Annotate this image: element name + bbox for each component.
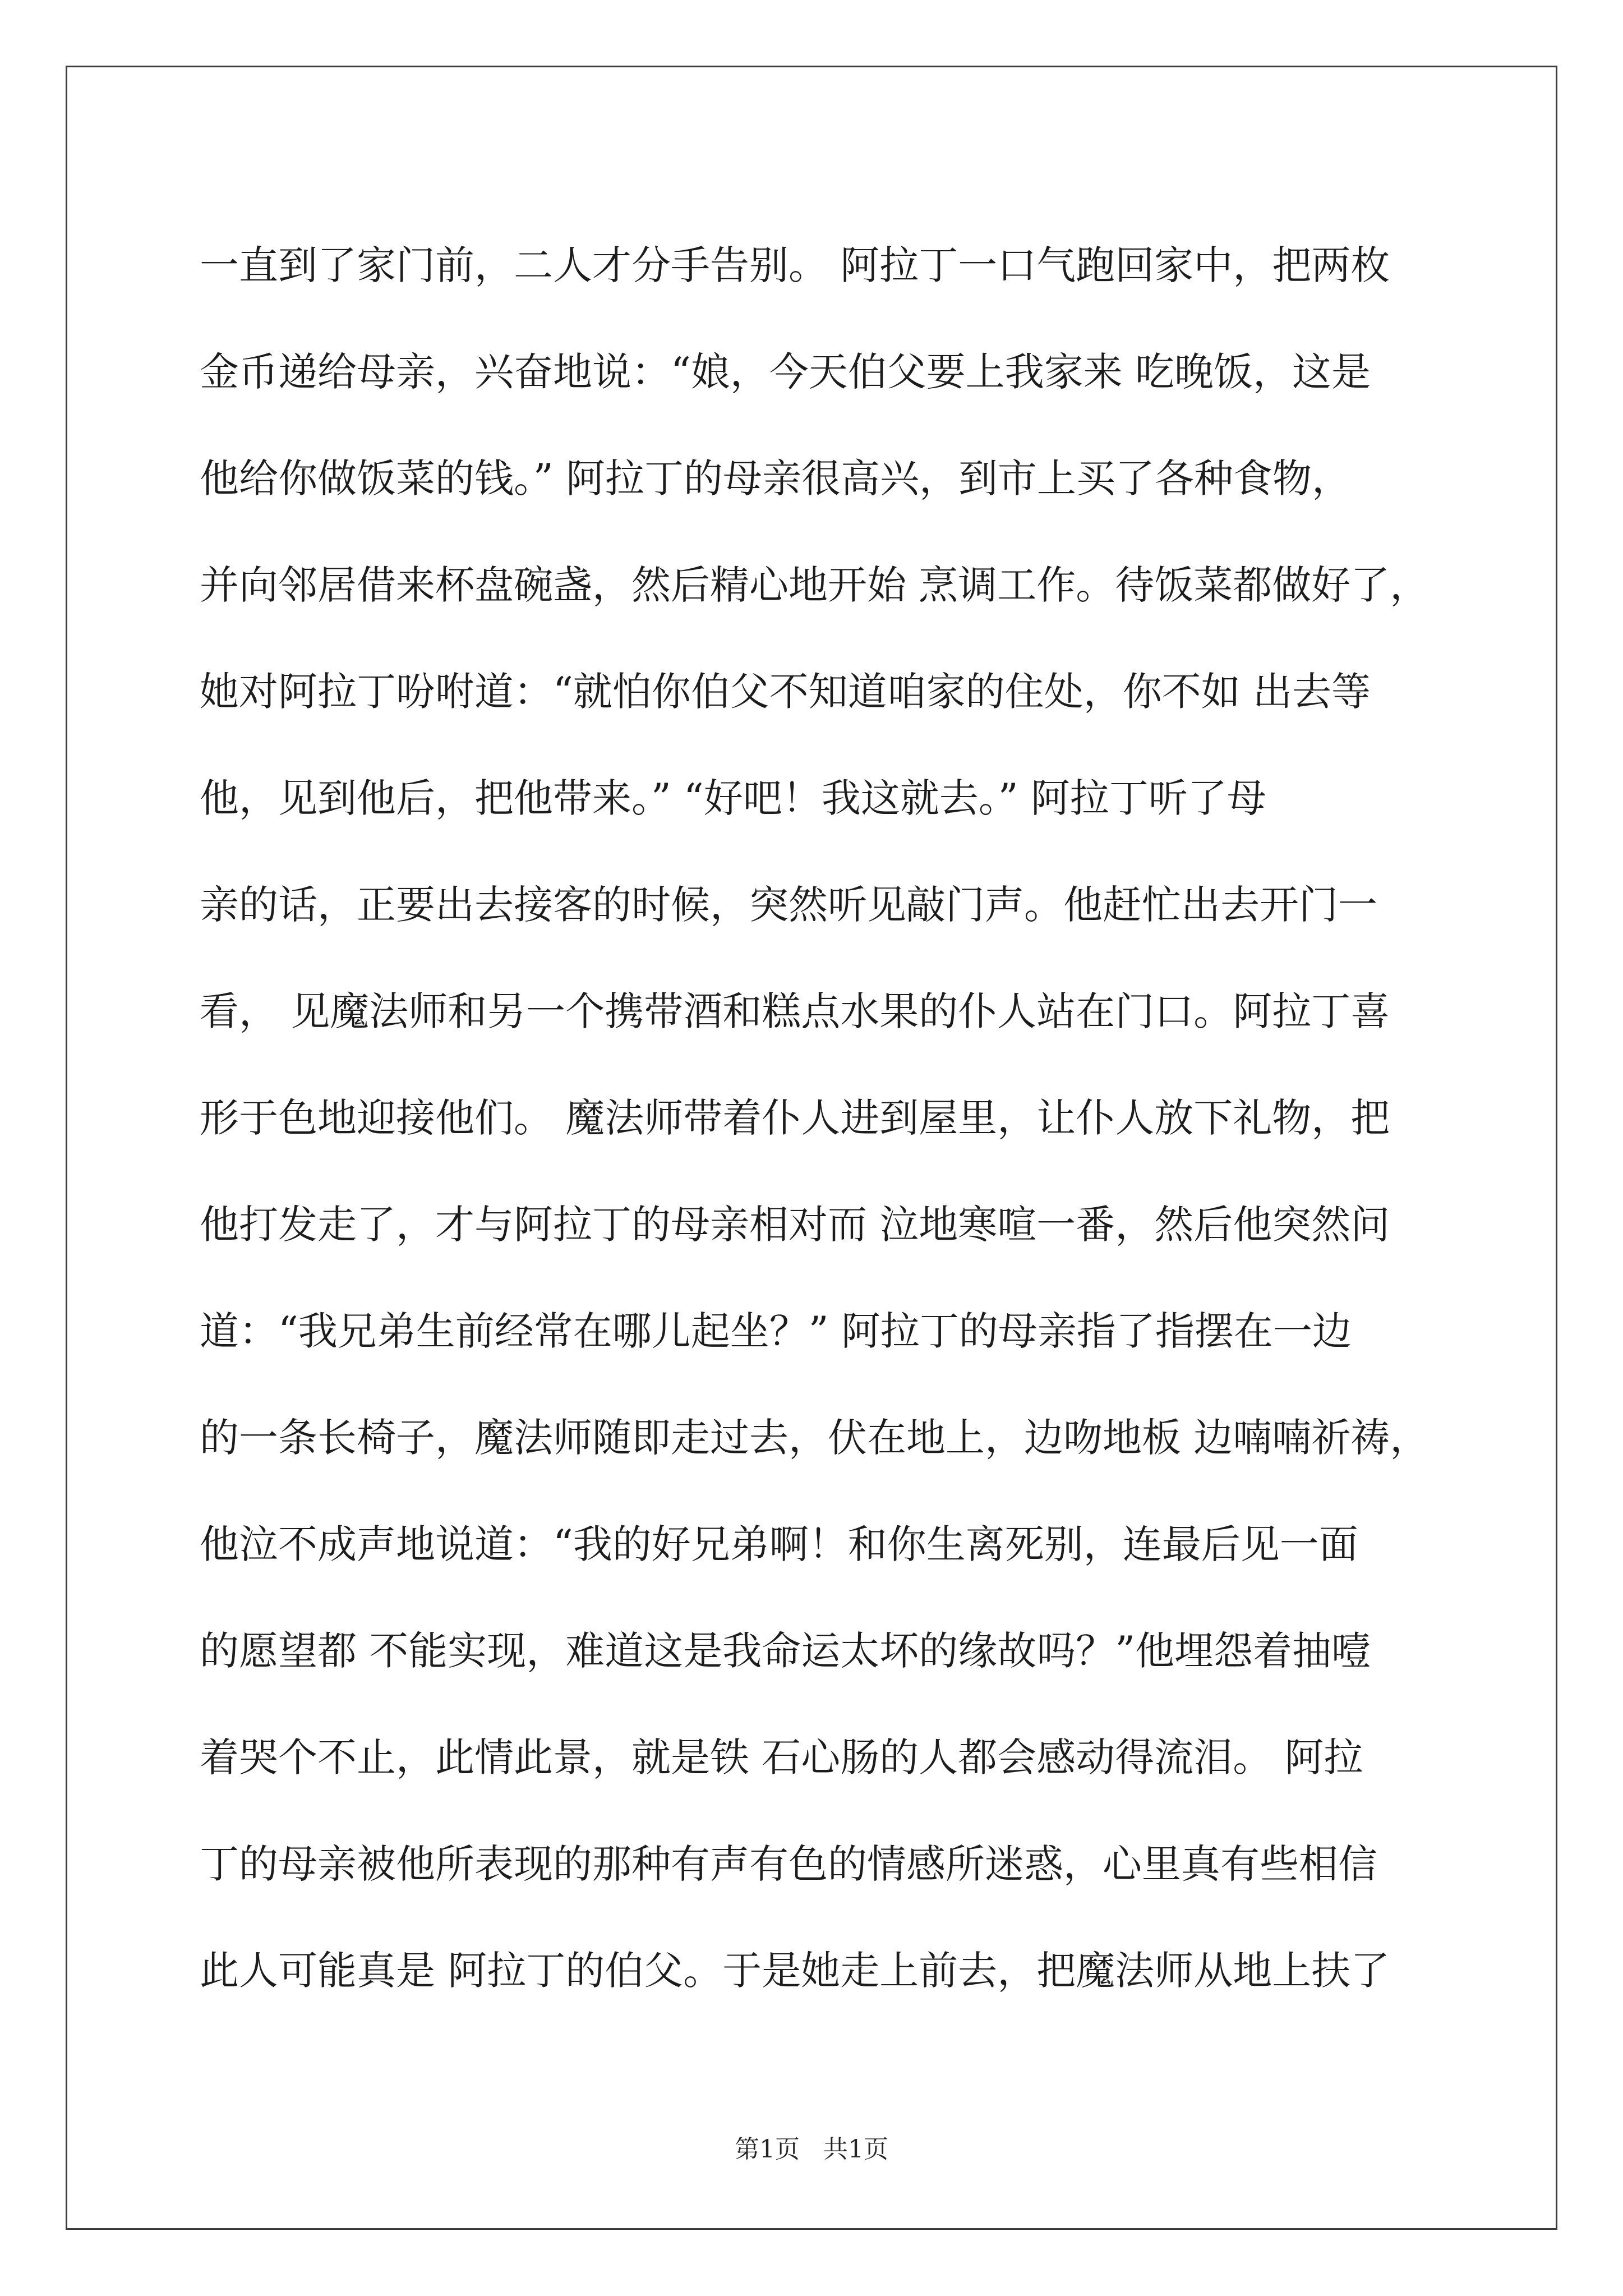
page-footer: 第1页 共1页 — [735, 2135, 888, 2164]
text-line: 的一条长椅子，魔法师随即走过去，伏在地上，边吻地板 边喃喃祈祷， — [200, 1415, 1430, 1461]
text-line: 他打发走了，才与阿拉丁的母亲相对而 泣地寒喧一番，然后他突然问 — [200, 1202, 1390, 1248]
text-line: 的愿望都 不能实现，难道这是我命运太坏的缘故吗？”他埋怨着抽噎 — [200, 1628, 1371, 1674]
text-line: 并向邻居借来杯盘碗盏，然后精心地开始 烹调工作。待饭菜都做好了， — [200, 562, 1430, 608]
text-line: 他，见到他后，把他带来。” “好吧！我这就去。” 阿拉丁听了母 — [200, 775, 1266, 821]
text-line: 亲的话，正要出去接客的时候，突然听见敲门声。他赶忙出去开门一 — [200, 882, 1377, 928]
text-line: 道：“我兄弟生前经常在哪儿起坐？” 阿拉丁的母亲指了指摆在一边 — [200, 1308, 1352, 1354]
text-line: 此人可能真是 阿拉丁的伯父。于是她走上前去，把魔法师从地上扶了 — [200, 1948, 1390, 1994]
text-line: 她对阿拉丁吩咐道：“就怕你伯父不知道咱家的住处，你不如 出去等 — [200, 669, 1371, 715]
text-line: 着哭个不止，此情此景，就是铁 石心肠的人都会感动得流泪。 阿拉 — [200, 1734, 1363, 1780]
text-line: 金币递给母亲，兴奋地说：“娘，今天伯父要上我家来 吃晚饭，这是 — [200, 349, 1371, 395]
text-line: 形于色地迎接他们。 魔法师带着仆人进到屋里，让仆人放下礼物，把 — [200, 1095, 1390, 1141]
text-line: 丁的母亲被他所表现的那种有声有色的情感所迷惑，心里真有些相信 — [200, 1841, 1377, 1887]
text-line: 看， 见魔法师和另一个携带酒和糕点水果的仆人站在门口。阿拉丁喜 — [200, 988, 1390, 1034]
body-text — [200, 212, 1433, 2024]
text-line: 他给你做饭菜的钱。” 阿拉丁的母亲很高兴，到市上买了各种食物， — [200, 455, 1352, 501]
text-line: 他泣不成声地说道：“我的好兄弟啊！和你生离死别，连最后见一面 — [200, 1521, 1358, 1567]
text-line: 一直到了家门前，二人才分手告别。 阿拉丁一口气跑回家中，把两枚 — [200, 242, 1390, 288]
